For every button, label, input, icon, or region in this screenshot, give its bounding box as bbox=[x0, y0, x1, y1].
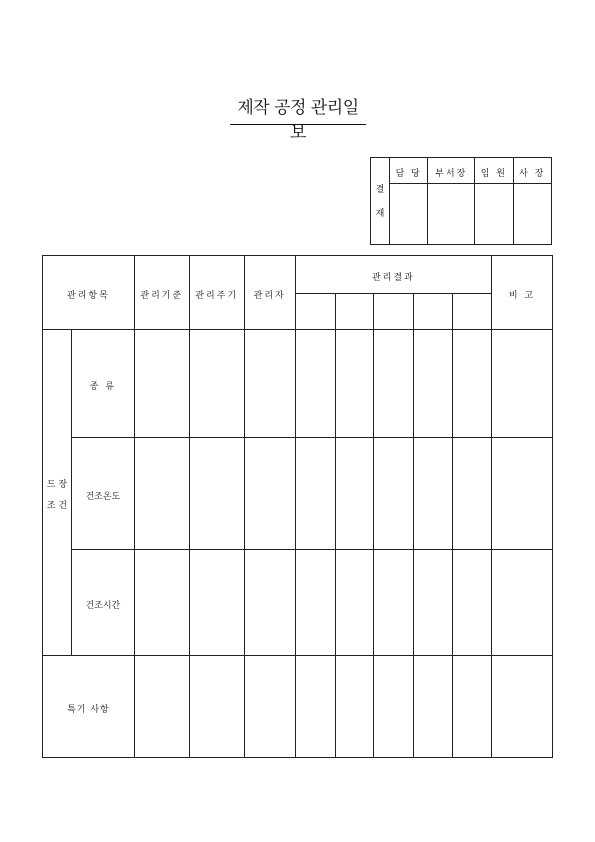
result-subcol-4[interactable] bbox=[414, 294, 453, 330]
cell[interactable] bbox=[492, 550, 553, 656]
cell[interactable] bbox=[492, 438, 553, 550]
cell[interactable] bbox=[492, 330, 553, 438]
cell[interactable] bbox=[134, 330, 189, 438]
cell[interactable] bbox=[374, 330, 414, 438]
signature-cell-head[interactable] bbox=[428, 184, 475, 245]
result-subcol-3[interactable] bbox=[374, 294, 414, 330]
cell[interactable] bbox=[335, 330, 374, 438]
cell[interactable] bbox=[189, 330, 244, 438]
cell[interactable] bbox=[335, 550, 374, 656]
approval-role-president: 사 장 bbox=[513, 158, 551, 184]
cell[interactable] bbox=[453, 438, 492, 550]
cell[interactable] bbox=[134, 656, 189, 758]
approval-label-2: 재 bbox=[375, 209, 385, 219]
signature-cell-staff[interactable] bbox=[390, 184, 428, 245]
approval-label-cell bbox=[371, 158, 390, 245]
header-cycle: 관리주기 bbox=[189, 256, 244, 330]
cell[interactable] bbox=[453, 330, 492, 438]
result-subcol-2[interactable] bbox=[335, 294, 374, 330]
approval-role-head: 부서장 bbox=[428, 158, 475, 184]
title-underline bbox=[230, 124, 366, 125]
cell[interactable] bbox=[492, 656, 553, 758]
header-result: 관리결과 bbox=[295, 256, 491, 294]
cell[interactable] bbox=[414, 656, 453, 758]
cell[interactable] bbox=[134, 438, 189, 550]
result-subcol-5[interactable] bbox=[453, 294, 492, 330]
cell[interactable] bbox=[244, 656, 295, 758]
approval-box bbox=[370, 157, 552, 245]
cell[interactable] bbox=[295, 438, 335, 550]
cell[interactable] bbox=[189, 438, 244, 550]
cell[interactable] bbox=[189, 656, 244, 758]
cell[interactable] bbox=[414, 330, 453, 438]
cell[interactable] bbox=[414, 550, 453, 656]
signature-cell-executive[interactable] bbox=[475, 184, 513, 245]
row-label-drying-time: 건조시간 bbox=[71, 550, 134, 656]
process-log-table bbox=[42, 255, 553, 758]
signature-cell-president[interactable] bbox=[513, 184, 551, 245]
approval-role-staff: 담 당 bbox=[390, 158, 428, 184]
approval-label-1: 결 bbox=[375, 185, 385, 195]
cell[interactable] bbox=[335, 656, 374, 758]
header-remarks: 비 고 bbox=[492, 256, 553, 330]
cell[interactable] bbox=[453, 656, 492, 758]
group-label-2: 조 건 bbox=[46, 500, 68, 511]
cell[interactable] bbox=[244, 330, 295, 438]
row-label-special-notes: 특기 사항 bbox=[43, 656, 135, 758]
result-subcol-1[interactable] bbox=[295, 294, 335, 330]
cell[interactable] bbox=[453, 550, 492, 656]
cell[interactable] bbox=[295, 330, 335, 438]
cell[interactable] bbox=[244, 550, 295, 656]
page-title: 제작 공정 관리일보 bbox=[237, 98, 359, 143]
group-label-1: 드 장 bbox=[46, 479, 68, 490]
cell[interactable] bbox=[374, 550, 414, 656]
cell[interactable] bbox=[295, 656, 335, 758]
cell[interactable] bbox=[335, 438, 374, 550]
row-label-drying-temp: 건조온도 bbox=[71, 438, 134, 550]
header-standard: 관리기준 bbox=[134, 256, 189, 330]
cell[interactable] bbox=[244, 438, 295, 550]
approval-role-executive: 임 원 bbox=[475, 158, 513, 184]
cell[interactable] bbox=[374, 438, 414, 550]
cell[interactable] bbox=[295, 550, 335, 656]
header-manager: 관리자 bbox=[244, 256, 295, 330]
cell[interactable] bbox=[189, 550, 244, 656]
cell[interactable] bbox=[134, 550, 189, 656]
row-label-type: 종 류 bbox=[71, 330, 134, 438]
group-label-cell bbox=[43, 330, 72, 656]
header-item: 관리항목 bbox=[43, 256, 135, 330]
cell[interactable] bbox=[414, 438, 453, 550]
cell[interactable] bbox=[374, 656, 414, 758]
